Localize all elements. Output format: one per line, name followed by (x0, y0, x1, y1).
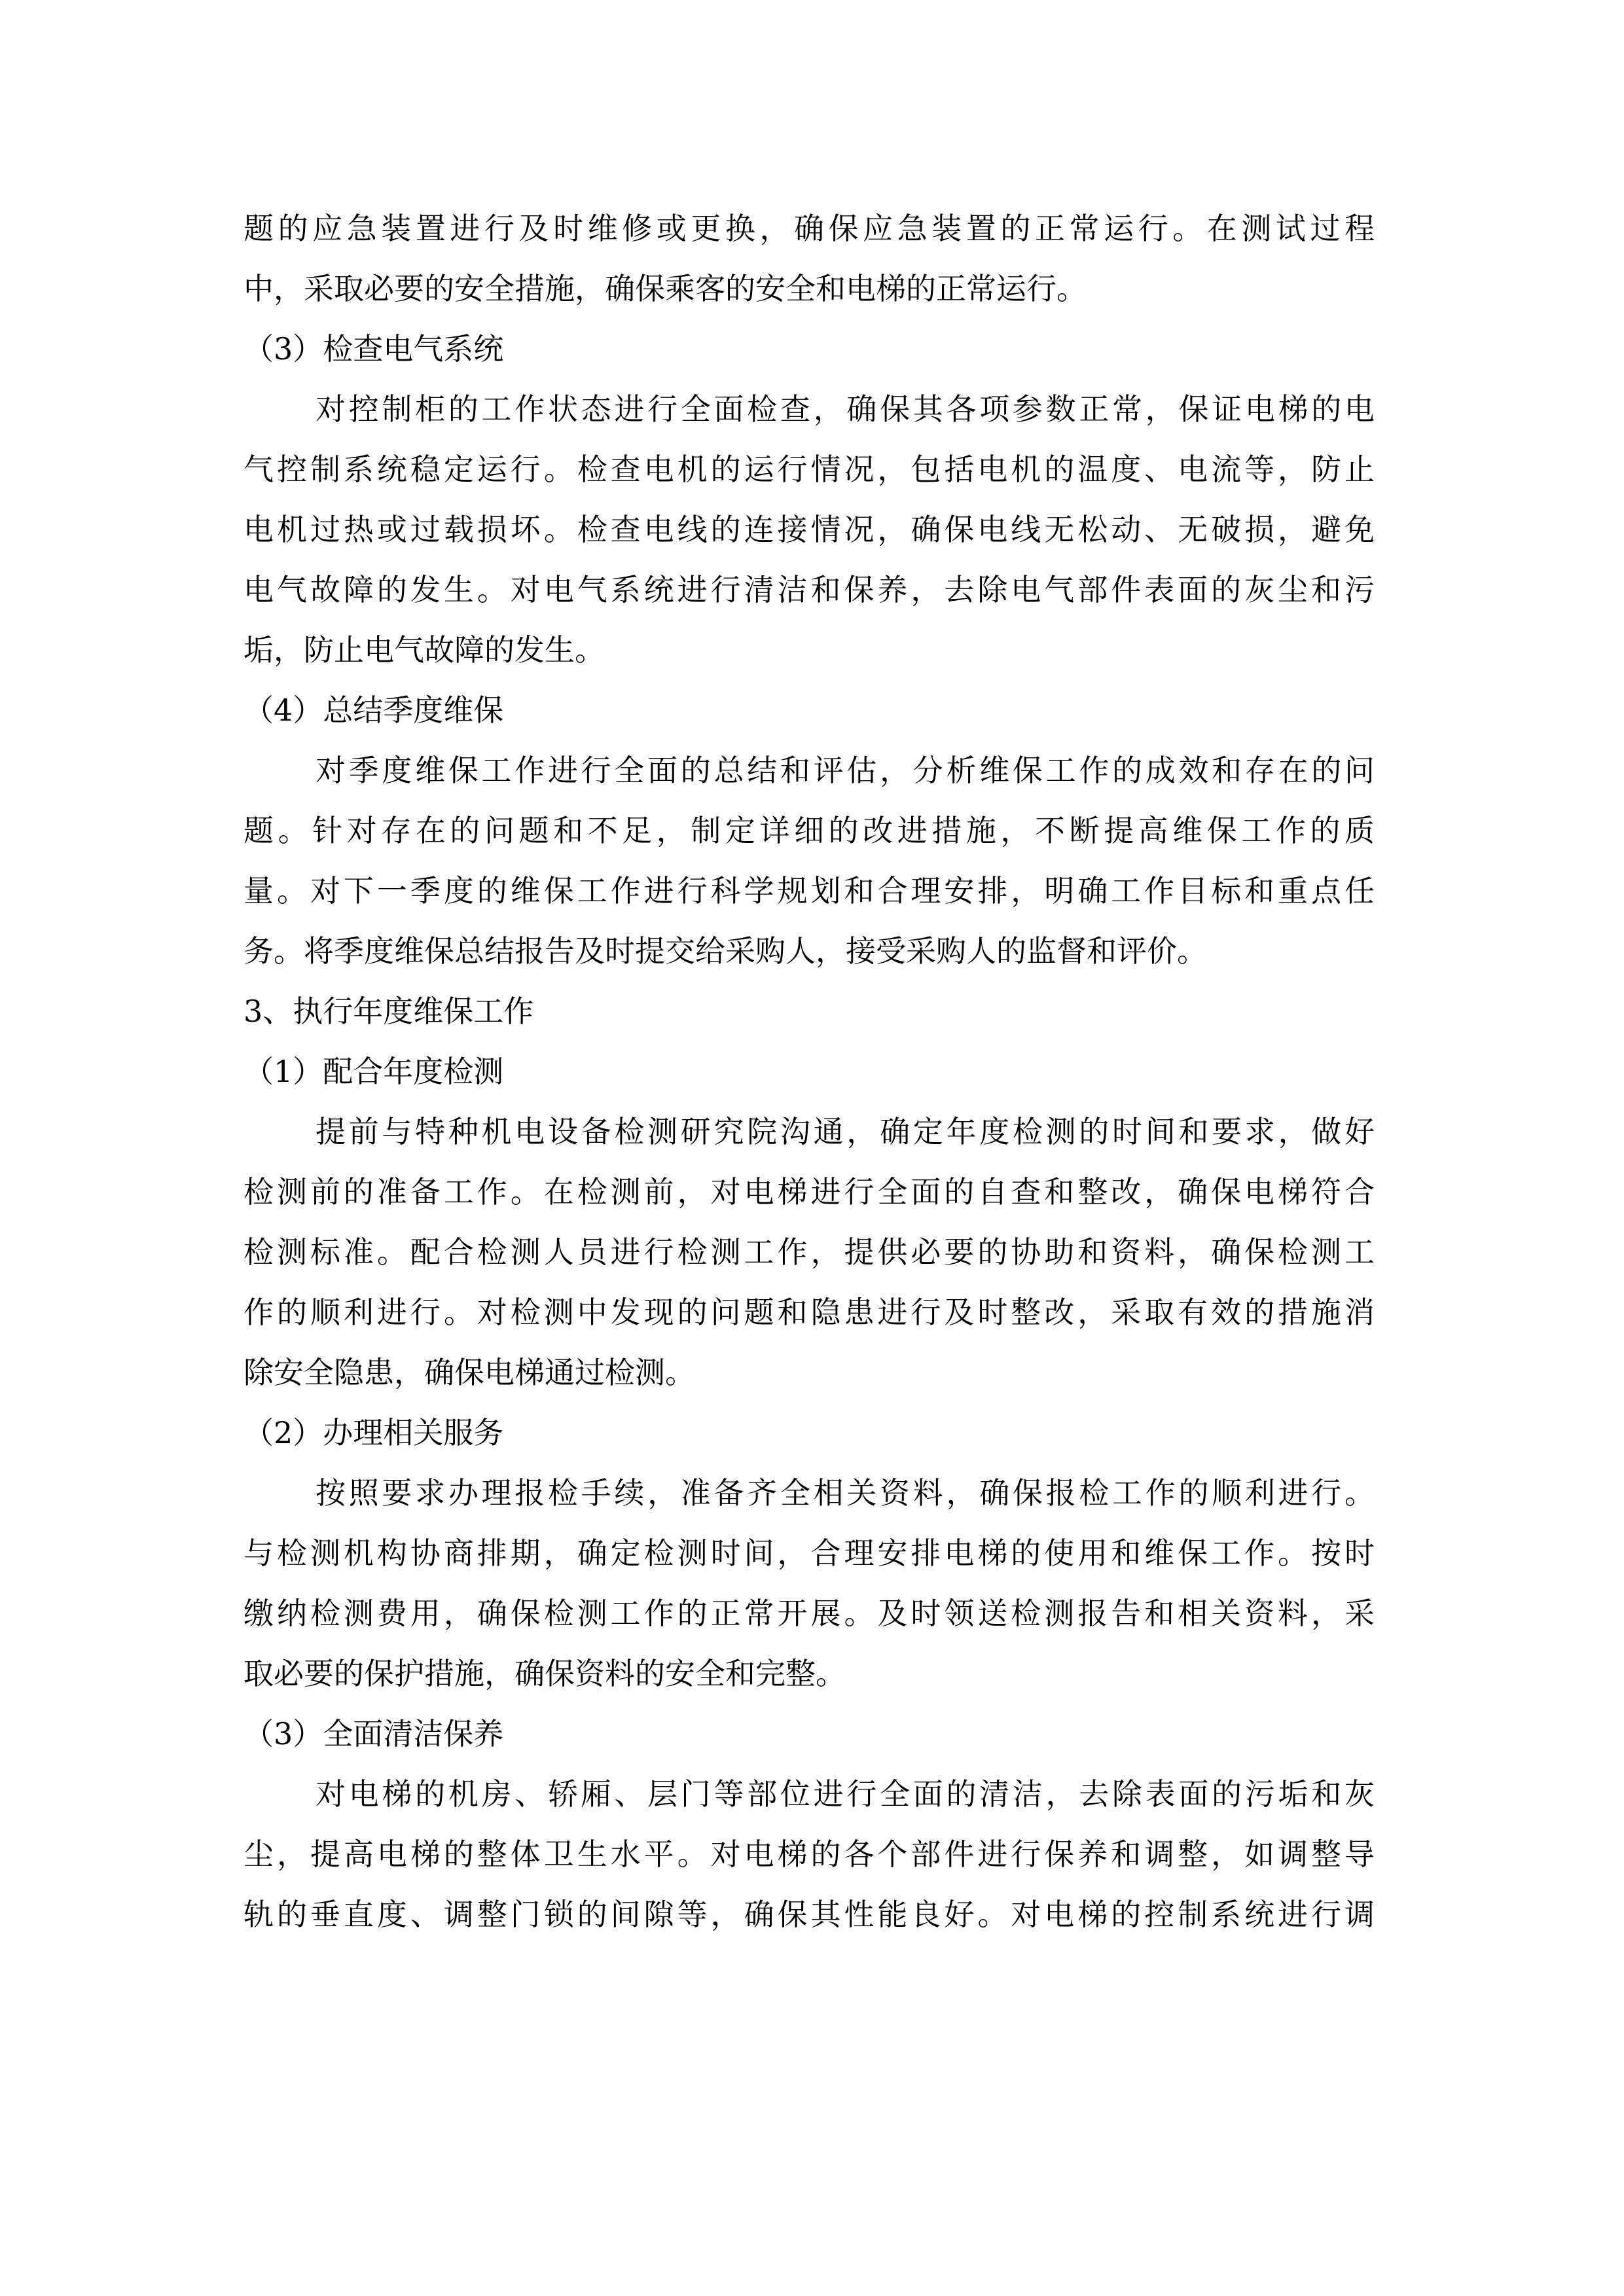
text-line: 垢，防止电气故障的发生。 (244, 632, 605, 668)
section-heading: （4）总结季度维保 (244, 692, 504, 728)
text-line: 提前与特种机电设备检测研究院沟通，确定年度检测的时间和要求，做好 (316, 1114, 1375, 1149)
text-line: 电机过热或过载损坏。检查电线的连接情况，确保电线无松动、无破损，避免 (244, 512, 1375, 547)
text-line: 气控制系统稳定运行。检查电机的运行情况，包括电机的温度、电流等，防止 (244, 452, 1375, 487)
text-line: 缴纳检测费用，确保检测工作的正常开展。及时领送检测报告和相关资料，采 (244, 1596, 1375, 1631)
text-line: 中，采取必要的安全措施，确保乘客的安全和电梯的正常运行。 (244, 271, 1087, 306)
section-heading: （3）检查电气系统 (244, 331, 504, 367)
text-line: 除安全隐患，确保电梯通过检测。 (244, 1355, 695, 1390)
text-line: 对电梯的机房、轿厢、层门等部位进行全面的清洁，去除表面的污垢和灰 (316, 1776, 1375, 1812)
text-line: 电气故障的发生。对电气系统进行清洁和保养，去除电气部件表面的灰尘和污 (244, 572, 1375, 607)
text-line: 对控制柜的工作状态进行全面检查，确保其各项参数正常，保证电梯的电 (316, 391, 1375, 427)
chapter-heading: 3、执行年度维保工作 (244, 994, 534, 1029)
text-line: 量。对下一季度的维保工作进行科学规划和合理安排，明确工作目标和重点任 (244, 873, 1375, 908)
text-line: 务。将季度维保总结报告及时提交给采购人，接受采购人的监督和评价。 (244, 933, 1207, 969)
section-heading: （2）办理相关服务 (244, 1415, 504, 1450)
text-line: 按照要求办理报检手续，准备齐全相关资料，确保报检工作的顺利进行。 (316, 1475, 1375, 1511)
text-line: 题的应急装置进行及时维修或更换，确保应急装置的正常运行。在测试过程 (244, 211, 1375, 246)
text-line: 轨的垂直度、调整门锁的间隙等，确保其性能良好。对电梯的控制系统进行调 (244, 1897, 1375, 1932)
text-line: 检测前的准备工作。在检测前，对电梯进行全面的自查和整改，确保电梯符合 (244, 1174, 1375, 1210)
text-line: 尘，提高电梯的整体卫生水平。对电梯的各个部件进行保养和调整，如调整导 (244, 1837, 1375, 1872)
text-line: 与检测机构协商排期，确定检测时间，合理安排电梯的使用和维保工作。按时 (244, 1535, 1375, 1571)
text-line: 对季度维保工作进行全面的总结和评估，分析维保工作的成效和存在的问 (316, 753, 1375, 788)
document-body (244, 198, 1375, 1945)
section-heading: （1）配合年度检测 (244, 1054, 504, 1089)
text-line: 检测标准。配合检测人员进行检测工作，提供必要的协助和资料，确保检测工 (244, 1234, 1375, 1270)
text-line: 作的顺利进行。对检测中发现的问题和隐患进行及时整改，采取有效的措施消 (244, 1295, 1375, 1330)
text-line: 取必要的保护措施，确保资料的安全和完整。 (244, 1656, 846, 1691)
text-line: 题。针对存在的问题和不足，制定详细的改进措施，不断提高维保工作的质 (244, 813, 1375, 848)
section-heading: （3）全面清洁保养 (244, 1716, 504, 1751)
